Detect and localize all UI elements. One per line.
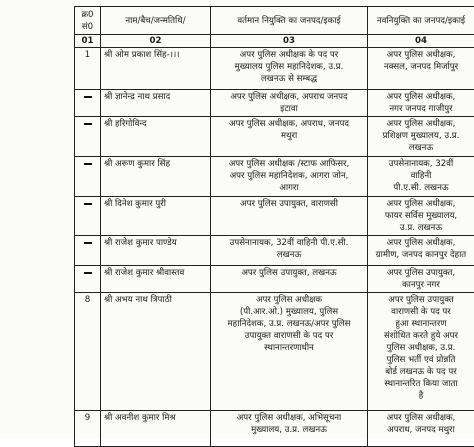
- officer-name: श्री अरूण कुमार सिंह: [101, 157, 211, 197]
- table-row: [75, 157, 474, 197]
- current-posting-cell: [211, 197, 368, 236]
- dash-mark: [84, 203, 92, 209]
- current-posting-line: मुख्यालय पुलिस महानिदेशक, उ.प्र.: [214, 61, 364, 73]
- new-posting-cell: [368, 293, 474, 411]
- row-serial-number: 9: [75, 411, 101, 447]
- current-posting-cell: [211, 117, 368, 157]
- current-posting-line: उपसेनानायक, 32वीं वाहिनी पी.ए.सी.: [214, 237, 364, 249]
- new-posting-line: है: [371, 390, 471, 402]
- new-posting-line: अपर पुलिस अधीक्षक,: [371, 118, 471, 130]
- new-posting-line: फायर सर्विस मुख्यालय,: [371, 210, 471, 222]
- new-posting-line: अपर पुलिस अधीक्षक,: [371, 412, 471, 424]
- new-posting-cell: [368, 266, 474, 293]
- new-posting-cell: [368, 411, 474, 447]
- new-posting-line: स्थानान्तरित किया जाता: [371, 378, 471, 390]
- new-posting-line: पी.ए.सी. लखनऊ: [371, 182, 471, 194]
- new-posting-line: उ.प्र. लखनऊ: [371, 222, 471, 234]
- new-posting-line: लखनऊ: [371, 142, 471, 154]
- officer-name: श्री ओम प्रकाश सिंह-।।।: [101, 48, 211, 90]
- new-posting-line: पुलिस अधीक्षक, उ.प्र.: [371, 342, 471, 354]
- current-posting-cell: [211, 411, 368, 447]
- current-posting-line: महानिदेशक, उ.प्र. लखनऊ/अपर पुलिस: [214, 318, 364, 330]
- column-number-row: [75, 35, 474, 48]
- current-posting-line: अपर पुलिस अधीक्षक के पद पर: [214, 49, 364, 61]
- new-posting-line: हुआ स्थानान्तरण: [371, 318, 471, 330]
- current-posting-line: अपर पुलिस अधीक्षक, अपराध, जनपद: [214, 118, 364, 130]
- current-posting-line: अपर पुलिस अधीक्षक, अपराध जनपद: [214, 91, 364, 103]
- table-row: [75, 236, 474, 266]
- officer-name: श्री अवनीश कुमार मिश्र: [101, 411, 211, 447]
- table-body: [75, 48, 474, 447]
- current-posting-line: स्थानान्तरणाधीन: [214, 342, 364, 354]
- current-posting-line: अपर पुलिस अधीक्षक /स्टाफ आफिसर,: [214, 158, 364, 170]
- row-serial-number: [75, 90, 101, 117]
- current-posting-cell: [211, 90, 368, 117]
- column-number: 02: [101, 35, 211, 48]
- table-row: [75, 90, 474, 117]
- new-posting-line: नगर जनपद गाजीपुर: [371, 103, 471, 115]
- officer-name: श्री राजेश कुमार पाण्डेय: [101, 236, 211, 266]
- header-name: नाम/बैच/जन्मतिथि/: [101, 7, 211, 35]
- current-posting-line: अपर पुलिस अधीक्षक, अभिसूचना: [214, 412, 364, 424]
- new-posting-line: बोर्ड लखनऊ के पद पर: [371, 366, 471, 378]
- officer-name: श्री हरिगोविन्द: [101, 117, 211, 157]
- new-posting-line: अपर पुलिस अधीक्षक,: [371, 91, 471, 103]
- table-row: [75, 293, 474, 411]
- current-posting-line: अपर पुलिस अधीक्षक: [214, 294, 364, 306]
- new-posting-cell: [368, 197, 474, 236]
- column-number: 01: [75, 35, 101, 48]
- row-serial-number: [75, 117, 101, 157]
- current-posting-line: मथुरा: [214, 130, 364, 142]
- current-posting-line: इटावा: [214, 103, 364, 115]
- current-posting-line: अपर पुलिस महानिदेशक, आगरा जोन,: [214, 170, 364, 182]
- officer-name: श्री ज्ञानेन्द्र नाथ प्रसाद: [101, 90, 211, 117]
- new-posting-line: अपराध, जनपद मथुरा: [371, 424, 471, 436]
- table-row: [75, 266, 474, 293]
- current-posting-line: अपर पुलिस उपायुक्त, लखनऊ: [214, 267, 364, 279]
- new-posting-cell: [368, 117, 474, 157]
- new-posting-cell: [368, 236, 474, 266]
- officer-name: श्री अभय नाथ त्रिपाठी: [101, 293, 211, 411]
- new-posting-line: अपर पुलिस उपायुक्त,: [371, 267, 471, 279]
- new-posting-line: अपर पुलिस अधीक्षक,: [371, 49, 471, 61]
- table-row: [75, 197, 474, 236]
- current-posting-line: लखनऊ से सम्बद्ध: [214, 73, 364, 85]
- column-number: 03: [211, 35, 368, 48]
- current-posting-line: अपर पुलिस उपायुक्त, वाराणसी: [214, 198, 364, 210]
- new-posting-cell: [368, 90, 474, 117]
- officer-name: श्री राजेश कुमार श्रीवास्तव: [101, 266, 211, 293]
- new-posting-line: कानपुर नगर: [371, 279, 471, 291]
- current-posting-line: आगरा: [214, 182, 364, 194]
- new-posting-line: संशोधित करते हुये अपर: [371, 330, 471, 342]
- new-posting-line: वाहिनी: [371, 170, 471, 182]
- new-posting-line: अपर पुलिस अधीक्षक,: [371, 198, 471, 210]
- new-posting-line: प्रशिक्षण मुख्यालय, उ.प्र.: [371, 130, 471, 142]
- officer-name: श्री दिनेश कुमार पुरी: [101, 197, 211, 236]
- current-posting-cell: [211, 236, 368, 266]
- row-serial-number: [75, 236, 101, 266]
- new-posting-line: पुलिस भर्ती एवं प्रोन्नति: [371, 354, 471, 366]
- current-posting-cell: [211, 293, 368, 411]
- dash-mark: [84, 242, 92, 248]
- table-row: [75, 117, 474, 157]
- new-posting-cell: [368, 48, 474, 90]
- dash-mark: [84, 163, 92, 169]
- row-serial-number: 1: [75, 48, 101, 90]
- new-posting-line: नक्सल, जनपद मिर्जापुर: [371, 61, 471, 73]
- new-posting-line: अपर पुलिस उपायुक्त: [371, 294, 471, 306]
- dash-mark: [84, 123, 92, 129]
- row-serial-number: [75, 157, 101, 197]
- header-sno: क्र0 सं0: [75, 7, 101, 35]
- table-row: [75, 48, 474, 90]
- row-serial-number: [75, 266, 101, 293]
- current-posting-line: उपायुक्त वाराणसी के पद पर: [214, 330, 364, 342]
- new-posting-line: ग्रामीण, जनपद कानपुर देहात: [371, 249, 471, 261]
- current-posting-cell: [211, 266, 368, 293]
- new-posting-line: अपर पुलिस अधीक्षक,: [371, 237, 471, 249]
- new-posting-cell: [368, 157, 474, 197]
- table-row: [75, 411, 474, 447]
- transfer-table: [74, 6, 474, 447]
- new-posting-line: उपसेनानायक, 32वीं: [371, 158, 471, 170]
- row-serial-number: [75, 197, 101, 236]
- header-current-posting: वर्तमान नियुक्ति का जनपद/इकाई: [211, 7, 368, 35]
- new-posting-line: वाराणसी के पद पर: [371, 306, 471, 318]
- current-posting-line: मुख्यालय, उ.प्र. लखनऊ: [214, 424, 364, 436]
- current-posting-line: (पी.आर.ओ.) मुख्यालय, पुलिस: [214, 306, 364, 318]
- column-number: 04: [368, 35, 474, 48]
- current-posting-line: लखनऊ: [214, 249, 364, 261]
- dash-mark: [84, 96, 92, 102]
- header-new-posting: नवनियुक्ति का जनपद/इकाई: [368, 7, 474, 35]
- row-serial-number: 8: [75, 293, 101, 411]
- table-header-row: [75, 7, 474, 35]
- dash-mark: [84, 272, 92, 278]
- current-posting-cell: [211, 157, 368, 197]
- current-posting-cell: [211, 48, 368, 90]
